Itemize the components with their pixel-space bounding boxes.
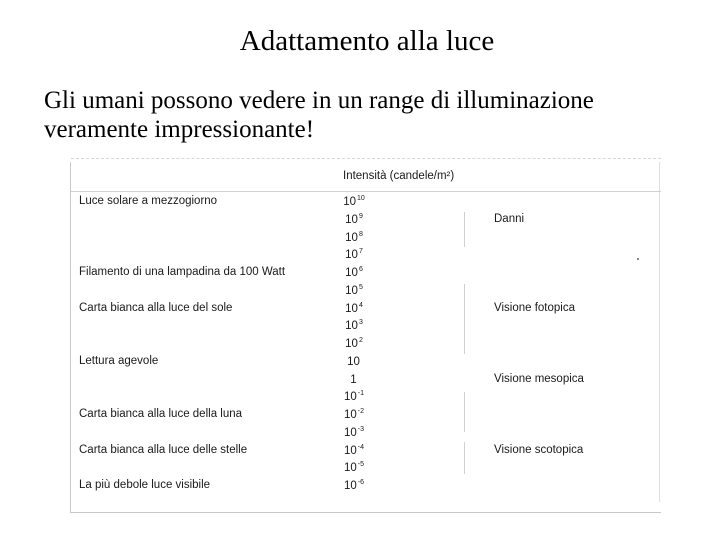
intensity-exponent: 7 — [358, 248, 363, 256]
intensity-value — [343, 248, 365, 261]
intensity-value — [343, 408, 365, 421]
intensity-base: 10 — [343, 409, 357, 421]
table-row — [71, 478, 661, 496]
vision-label: Visione scotopica — [494, 443, 584, 456]
condition-label: Carta bianca alla luce delle stelle — [79, 443, 248, 456]
intensity-value — [343, 444, 365, 457]
intensity-exponent: -4 — [357, 443, 365, 451]
intensity-base: 1 — [350, 373, 357, 386]
intensity-base: 10 — [345, 249, 358, 262]
luminance-scale-figure — [70, 162, 661, 513]
table-row — [71, 443, 661, 461]
intensity-base: 10 — [345, 302, 358, 315]
table-row — [71, 212, 661, 230]
intensity-base: 10 — [345, 231, 358, 244]
condition-label: Carta bianca alla luce del sole — [79, 301, 233, 314]
intensity-base: 10 — [345, 213, 358, 226]
intensity-base: 10 — [343, 426, 357, 439]
intensity-base: 10 — [345, 338, 358, 350]
table-row — [71, 336, 661, 354]
table-row — [71, 389, 661, 407]
intensity-base: 10 — [345, 284, 358, 297]
intensity-base: 10 — [343, 444, 357, 457]
table-row — [71, 372, 661, 390]
intensity-base: 10 — [345, 320, 358, 333]
figure-top-edge — [71, 158, 661, 162]
intensity-exponent: -5 — [357, 461, 365, 469]
intensity-base: 10 — [343, 391, 357, 404]
intensity-value — [343, 426, 365, 439]
table-row — [71, 301, 661, 319]
slide-body-text: Gli umani possono vedere in un range di illuminazione veramente impressionante! — [44, 87, 594, 143]
intensity-exponent: 6 — [358, 266, 363, 273]
intensity-rows — [71, 194, 661, 496]
intensity-base: 10 — [343, 196, 356, 208]
table-row — [71, 460, 661, 478]
intensity-value — [343, 337, 365, 350]
intensity-exponent: 9 — [358, 212, 363, 220]
intensity-value — [343, 355, 365, 368]
intensity-exponent: 10 — [357, 195, 365, 202]
intensity-value — [343, 319, 365, 332]
intensity-value — [343, 231, 365, 244]
intensity-value — [343, 479, 365, 492]
slide-title: Adattamento alla luce — [239, 25, 495, 57]
intensity-base: 10 — [347, 355, 360, 368]
condition-label: Lettura agevole — [79, 354, 159, 367]
intensity-exponent: -2 — [357, 408, 365, 415]
intensity-base: 10 — [343, 462, 357, 475]
intensity-exponent: 8 — [358, 230, 363, 238]
intensity-exponent: 5 — [358, 283, 363, 291]
intensity-exponent: -3 — [357, 425, 365, 433]
table-row — [71, 247, 661, 265]
table-row — [71, 318, 661, 336]
condition-label: Luce solare a mezzogiorno — [79, 195, 218, 207]
table-row — [71, 425, 661, 443]
condition-label: Carta bianca alla luce della luna — [79, 408, 243, 420]
intensity-value — [343, 390, 365, 403]
intensity-value — [343, 284, 365, 297]
header-divider — [71, 191, 661, 192]
intensity-column-header: Intensità (candele/m²) — [343, 170, 455, 182]
condition-label: La più debole luce visibile — [79, 479, 211, 491]
intensity-exponent: 3 — [358, 319, 363, 327]
intensity-exponent: 2 — [358, 337, 363, 344]
intensity-value — [343, 461, 365, 474]
intensity-value — [343, 302, 365, 315]
table-row — [71, 265, 661, 283]
intensity-value — [343, 213, 365, 226]
intensity-base: 10 — [343, 480, 357, 492]
table-row — [71, 354, 661, 372]
vision-label: Visione fotopica — [494, 301, 575, 314]
table-row — [71, 230, 661, 248]
intensity-value — [343, 266, 365, 279]
intensity-value — [343, 373, 365, 386]
intensity-exponent: -6 — [357, 479, 365, 486]
intensity-base: 10 — [345, 267, 358, 279]
condition-label: Filamento di una lampadina da 100 Watt — [79, 266, 286, 278]
vision-label: Visione mesopica — [494, 372, 584, 385]
table-row — [71, 283, 661, 301]
intensity-exponent: -1 — [357, 390, 365, 398]
table-row — [71, 407, 661, 425]
vision-label: Danni — [494, 212, 525, 225]
table-row — [71, 194, 661, 212]
intensity-exponent: 4 — [358, 301, 363, 309]
intensity-value — [343, 195, 365, 208]
